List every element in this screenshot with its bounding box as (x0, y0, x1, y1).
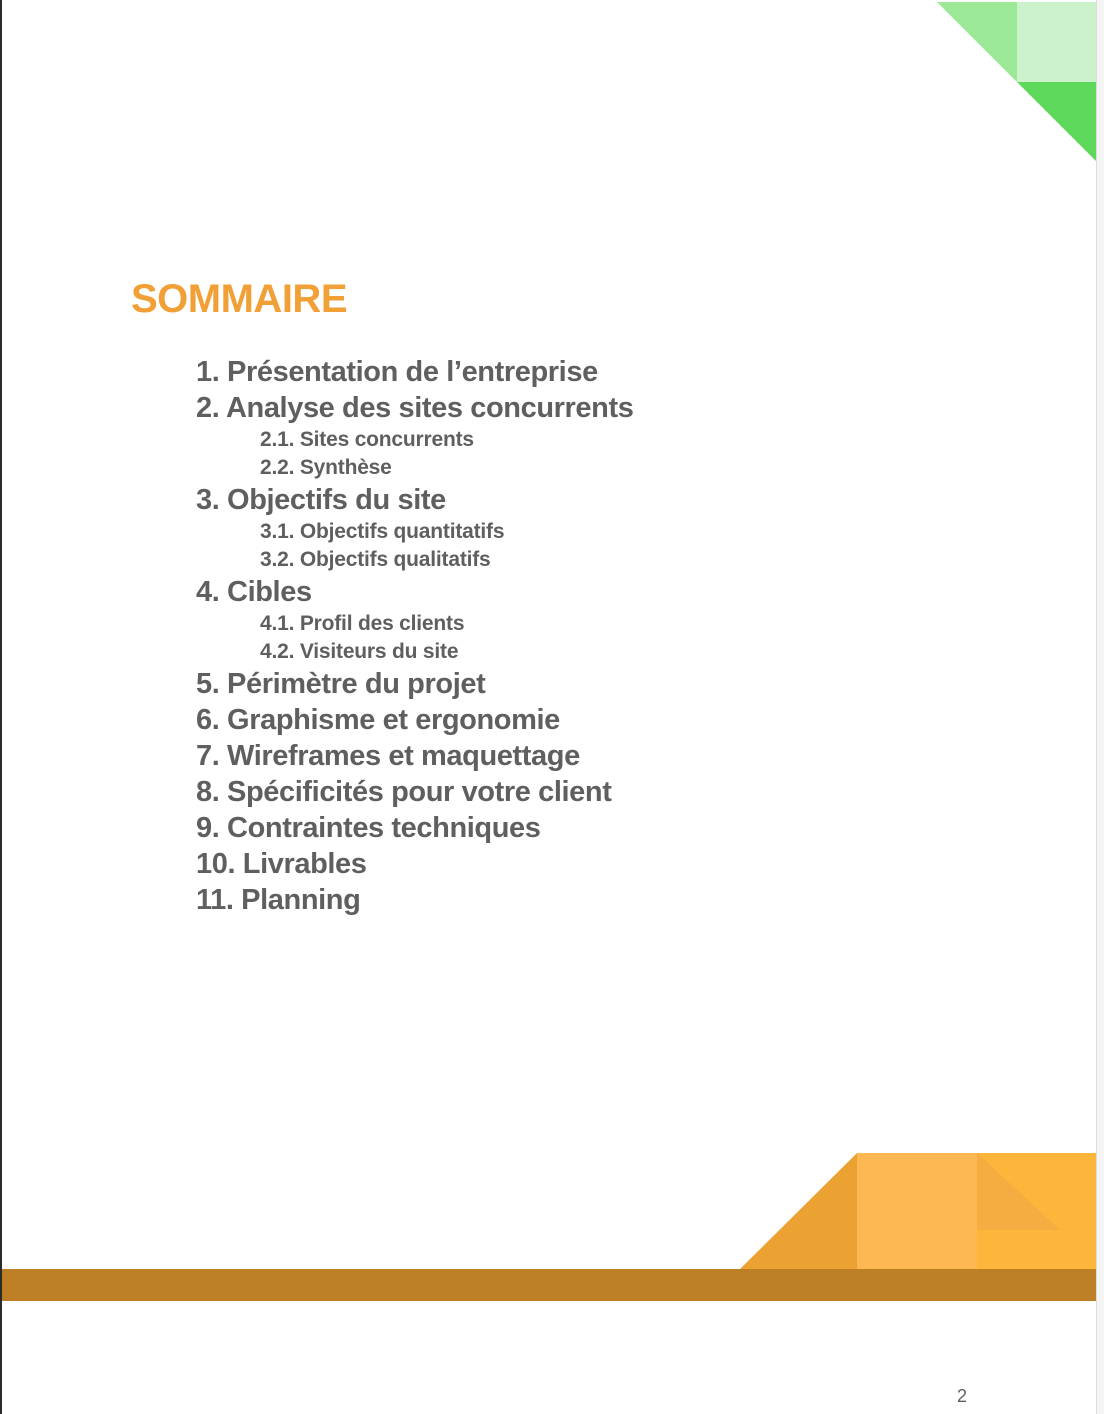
toc-section: 10. Livrables (196, 848, 367, 880)
toc-section: 7. Wireframes et maquettage (196, 740, 580, 772)
toc-subsection: 3.1. Objectifs quantitatifs (260, 520, 505, 543)
toc-section: 11. Planning (196, 884, 361, 916)
orange-footer-band (2, 1269, 1096, 1301)
toc-subsection: 4.2. Visiteurs du site (260, 640, 459, 663)
toc-section: 9. Contraintes techniques (196, 812, 541, 844)
toc-subsection: 2.2. Synthèse (260, 456, 392, 479)
toc-subsection: 2.1. Sites concurrents (260, 428, 474, 451)
table-of-contents (196, 354, 633, 918)
green-triangle-right (1017, 82, 1096, 161)
orange-triangle (740, 1153, 857, 1269)
toc-section: 3. Objectifs du site (196, 484, 446, 516)
orange-block-light (857, 1153, 977, 1269)
toc-subsection: 4.1. Profil des clients (260, 612, 465, 635)
green-square (1017, 2, 1096, 82)
green-corner-decoration (937, 2, 1096, 161)
toc-section: 5. Périmètre du projet (196, 668, 486, 700)
page-title: SOMMAIRE (131, 277, 347, 321)
orange-footer-decoration (2, 1153, 1096, 1301)
toc-section: 6. Graphisme et ergonomie (196, 704, 560, 736)
toc-subsection: 3.2. Objectifs qualitatifs (260, 548, 491, 571)
green-triangle-left (937, 2, 1017, 82)
page-number: 2 (956, 1386, 967, 1406)
toc-section: 2. Analyse des sites concurrents (196, 392, 634, 424)
toc-section: 1. Présentation de l’entreprise (196, 356, 598, 388)
toc-section: 8. Spécificités pour votre client (196, 776, 612, 808)
toc-section: 4. Cibles (196, 576, 312, 608)
